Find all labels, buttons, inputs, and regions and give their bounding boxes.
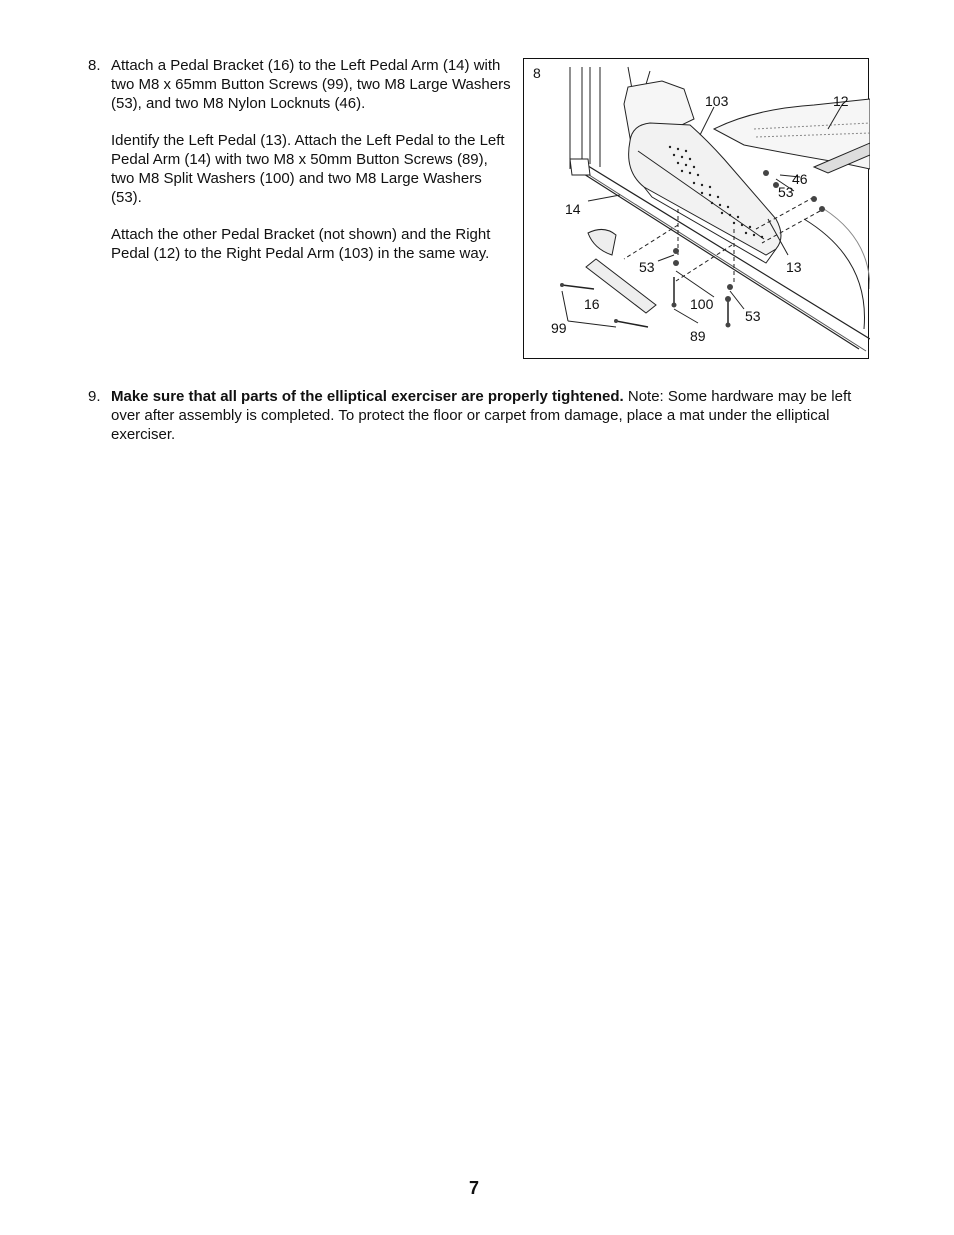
- step-9-note: Note: Some hardware may be left over after assembly is completed. To protect the floor or carpet from damage, place a mat under the elliptical exerciser.: [111, 388, 852, 443]
- step-8-number: 8.: [88, 57, 101, 74]
- callout-53-lower: 53: [745, 308, 761, 324]
- callout-99: 99: [551, 320, 567, 336]
- assembly-figure-8: [523, 58, 869, 359]
- callout-103: 103: [705, 93, 729, 109]
- callout-12: 12: [833, 93, 849, 109]
- callout-53-left: 53: [639, 259, 655, 275]
- step-9-number: 9.: [88, 388, 101, 405]
- page-number: 7: [469, 1178, 480, 1198]
- step-9-bold-instruction: Make sure that all parts of the elliptical exerciser are properly tightened.: [111, 388, 624, 405]
- callout-53-upper: 53: [778, 184, 794, 200]
- callout-16: 16: [584, 296, 600, 312]
- callout-14: 14: [565, 201, 581, 217]
- callout-46: 46: [792, 171, 808, 187]
- step-8-paragraph-1: Attach a Pedal Bracket (16) to the Left Pedal Arm (14) with two M8 x 65mm Button Screws (99), two M8 Large Washers (53), and two M8 Nylon Locknuts (46).: [111, 57, 511, 112]
- callout-89: 89: [690, 328, 706, 344]
- step-8-paragraph-3: Attach the other Pedal Bracket (not shown) and the Right Pedal (12) to the Right Pedal Arm (103) in the same way.: [111, 226, 491, 262]
- callout-13: 13: [786, 259, 802, 275]
- step-8-body: [111, 56, 511, 281]
- figure-number: 8: [533, 65, 541, 81]
- callout-100: 100: [690, 296, 714, 312]
- step-8-paragraph-2: Identify the Left Pedal (13). Attach the Left Pedal to the Left Pedal Arm (14) with two M8 x 50mm Button Screws (89), two M8 Split Washers (100) and two M8 Large Washers (53).: [111, 132, 505, 206]
- step-9-body: [111, 387, 871, 444]
